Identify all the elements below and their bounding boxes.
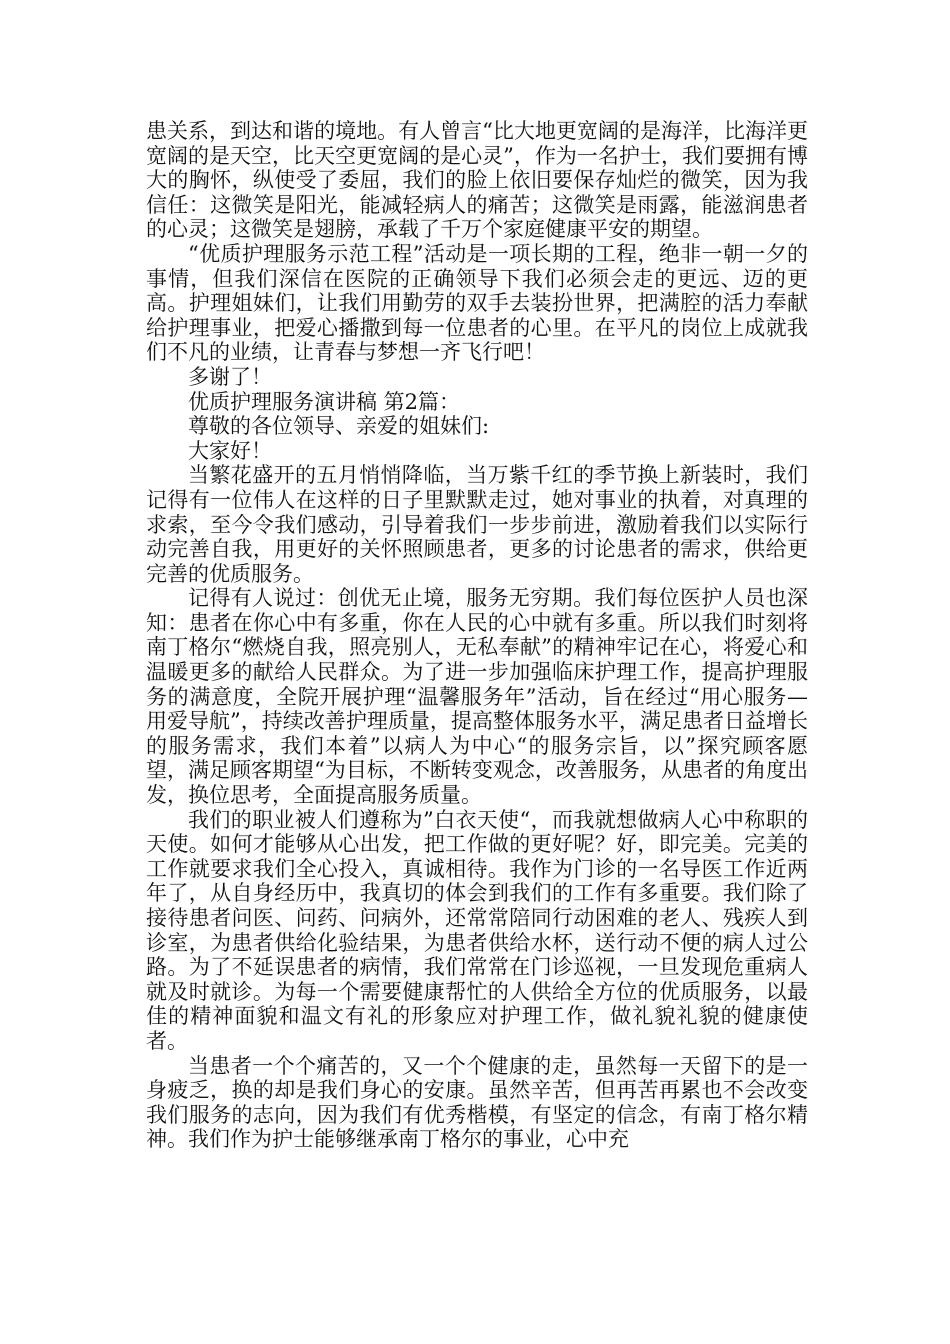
greeting: 大家好！: [188, 438, 272, 463]
paragraph-4: 记得有人说过：创优无止境，服务无穷期。我们每位医护人员也深知：患者在你心中有多重，你在人民的心中就有多重。所以我们时刻将南丁格尔“燃烧自我，照亮别人，无私奉献”的精神牢记在心，将爱心和温暖更多的献给人民群众。为了进一步加强临床护理工作，提高护理服务的满意度，全院开展护理“温馨服务年”活动，旨在经过“用心服务—用爱导航”，持续改善护理质量，提高整体服务水平，满足患者日益增长的服务需求，我们本着”以病人为中心“的服务宗旨，以”探究顾客愿望，满足顾客期望“为目标，不断转变观念，改善服务，从患者的角度出发，换位思考，全面提高服务质量。: [146, 586, 808, 808]
paragraph-3: 当繁花盛开的五月悄悄降临，当万紫千红的季节换上新装时，我们记得有一位伟人在这样的日子里默默走过，她对事业的执着，对真理的求索，至今令我们感动，引导着我们一步步前进，激励着我们以实际行动完善自我，用更好的关怀照顾患者，更多的讨论患者的需求，供给更完善的优质服务。: [146, 463, 808, 586]
paragraph-5: 我们的职业被人们遵称为”白衣天使“，而我就想做病人心中称职的天使。如何才能够从心出发，把工作做的更好呢？好，即完美。完美的工作就要求我们全心投入，真诚相待。我作为门诊的一名导医工作近两年了，从自身经历中，我真切的体会到我们的工作有多重要。我们除了接待患者问医、问药、问病外，还常常陪同行动困难的老人、残疾人到诊室，为患者供给化验结果，为患者供给水杯，送行动不便的病人过公路。为了不延误患者的病情，我们常常在门诊巡视，一旦发现危重病人就及时就诊。为每一个需要健康帮忙的人供给全方位的优质服务，以最佳的精神面貌和温文有礼的形象应对护理工作，做礼貌礼貌的健康使者。: [146, 807, 808, 1053]
paragraph-thanks: 多谢了！: [188, 364, 272, 389]
paragraph-2: “优质护理服务示范工程”活动是一项长期的工程，绝非一朝一夕的事情，但我们深信在医院的正确领导下我们必须会走的更远、迈的更高。护理姐妹们，让我们用勤劳的双手去装扮世界，把满腔的活力奉献给护理事业，把爱心播撒到每一位患者的心里。在平凡的岗位上成就我们不凡的业绩，让青春与梦想一齐飞行吧！: [146, 241, 808, 365]
paragraph-6: 当患者一个个痛苦的，又一个个健康的走，虽然每一天留下的是一身疲乏，换的却是我们身心的安康。虽然辛苦，但再苦再累也不会改变我们服务的志向，因为我们有优秀楷模，有坚定的信念，有南丁格尔精神。我们作为护士能够继承南丁格尔的事业，心中充: [146, 1053, 808, 1152]
section-title: 优质护理服务演讲稿 第2篇：: [188, 389, 461, 414]
document-body: [146, 119, 808, 1152]
salutation: 尊敬的各位领导、亲爱的姐妹们:: [188, 414, 490, 439]
paragraph-1: 患关系，到达和谐的境地。有人曾言“比大地更宽阔的是海洋，比海洋更宽阔的是天空，比天空更宽阔的是心灵”，作为一名护士，我们要拥有博大的胸怀，纵使受了委屈，我们的脸上依旧要保存灿烂的微笑，因为我信任：这微笑是阳光，能减轻病人的痛苦；这微笑是雨露，能滋润患者的心灵；这微笑是翅膀，承载了千万个家庭健康平安的期望。: [146, 119, 808, 242]
